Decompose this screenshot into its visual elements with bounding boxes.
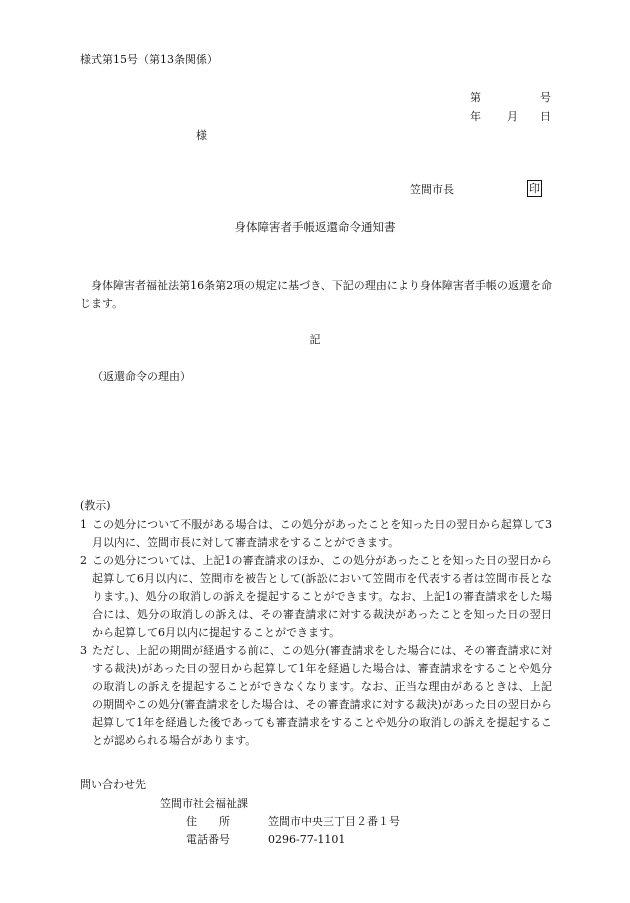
document-number-prefix: 第	[470, 91, 481, 104]
instruction-item-number: 1	[80, 518, 87, 531]
instruction-item-number: 2	[80, 554, 87, 567]
instruction-item-text: この処分について不服がある場合は、この処分があったことを知った日の翌日から起算して3月以内に、笠間市長に対して審査請求をすることができます。	[92, 518, 552, 549]
contact-heading: 問い合わせ先	[80, 778, 146, 791]
addressee-suffix: 様	[196, 129, 207, 142]
contact-department: 笠間市社会福祉課	[160, 797, 248, 810]
issuer-name: 笠間市長	[410, 183, 454, 196]
document-title: 身体障害者手帳返還命令通知書	[234, 220, 396, 234]
instruction-label: (教示)	[80, 499, 111, 512]
date-month: 月	[507, 110, 518, 123]
instruction-item	[80, 516, 552, 552]
date-year: 年	[470, 110, 481, 123]
contact-phone-label: 電話番号	[186, 833, 230, 846]
instruction-item	[80, 552, 552, 642]
document-number-suffix: 号	[540, 91, 551, 104]
body-paragraph: 身体障害者福祉法第16条第2項の規定に基づき、下記の理由により身体障害者手帳の返還を命じます。	[80, 279, 552, 310]
date-day: 日	[540, 110, 551, 123]
contact-address-label: 住 所	[186, 815, 230, 828]
form-number: 様式第15号（第13条関係）	[80, 53, 218, 66]
ki-heading: 記	[309, 333, 321, 346]
instruction-item-text: この処分については、上記1の審査請求のほか、この処分があったことを知った日の翌日から起算して6月以内に、笠間市を被告として(訴訟において笠間市を代表する者は笠間市長となります。)、処分の取消しの訴えを提起することができます。なお、上記1の審査請求をした場合には、処分の取消しの訴えは、その審査請求に対する裁決があったことを知った日の翌日から起算して6月以内に提起することができます。	[92, 554, 552, 639]
contact-address: 笠間市中央三丁目２番１号	[268, 815, 400, 828]
seal-mark: 印	[529, 182, 540, 195]
instruction-item-number: 3	[80, 644, 87, 657]
reason-label: （返還命令の理由）	[92, 370, 191, 383]
instruction-item-text: ただし、上記の期間が経過する前に、この処分(審査請求をした場合には、その審査請求に対する裁決)があった日の翌日から起算して1年を経過した場合は、審査請求をすることや処分の取消しの訴えを提起することができなくなります。なお、正当な理由があるときは、上記の期間やこの処分(審査請求をした場合は、その審査請求に対する裁決)があった日の翌日から起算して1年を経過した後であっても審査請求をすることや処分の取消しの訴えを提起することが認められる場合があります。	[92, 644, 552, 747]
contact-phone: 0296-77-1101	[268, 833, 346, 846]
instruction-item	[80, 642, 552, 750]
